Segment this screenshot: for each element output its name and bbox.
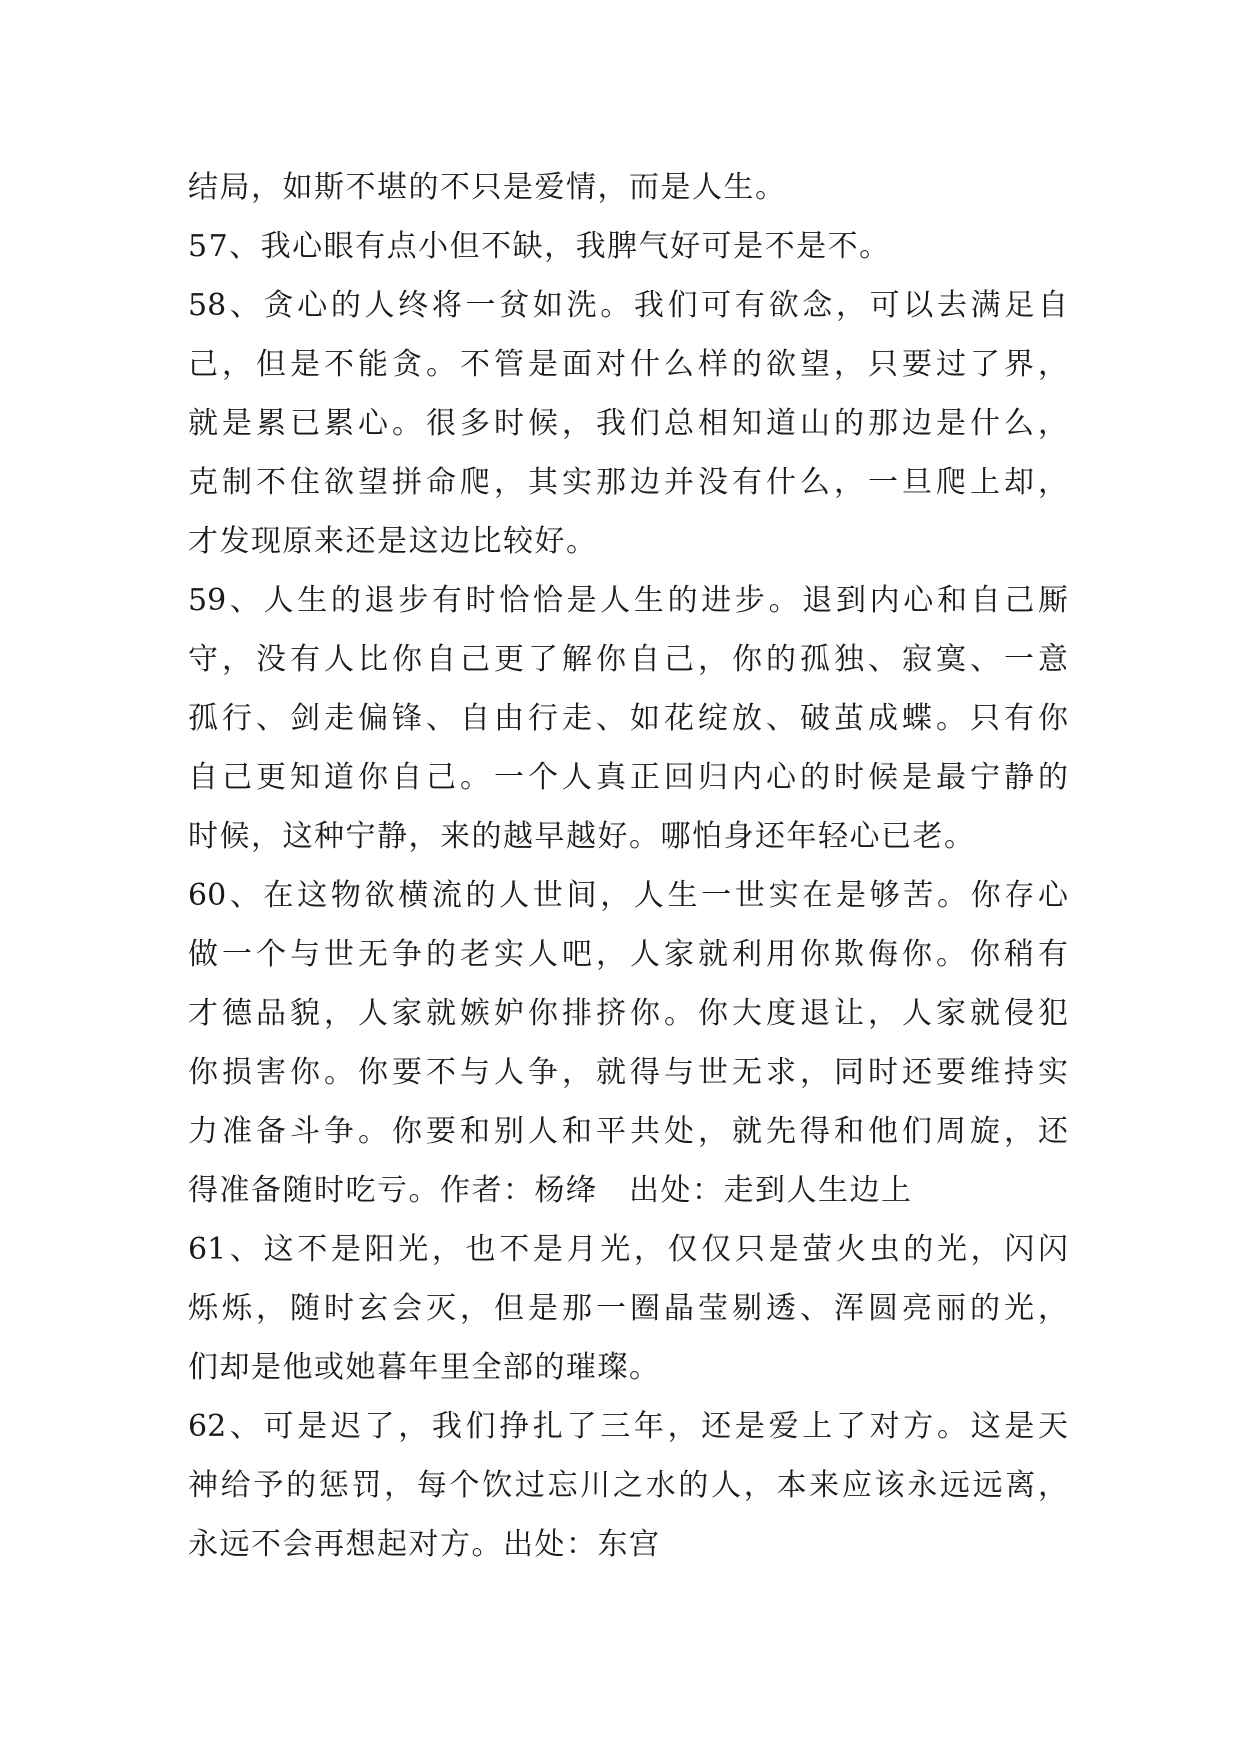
text-line: 自己更知道你自己。一个人真正回归内心的时候是最宁静的	[188, 760, 1068, 795]
text-line: 做一个与世无争的老实人吧，人家就利用你欺侮你。你稍有	[188, 937, 1068, 972]
text-line: 你损害你。你要不与人争，就得与世无求，同时还要维持实	[188, 1055, 1068, 1090]
text-line: 才发现原来还是这边比较好。	[188, 524, 598, 559]
text-line: 62、可是迟了，我们挣扎了三年，还是爱上了对方。这是天	[188, 1409, 1068, 1444]
text-line: 60、在这物欲横流的人世间，人生一世实在是够苦。你存心	[188, 878, 1068, 913]
text-line: 59、人生的退步有时恰恰是人生的进步。退到内心和自己厮	[188, 583, 1068, 618]
text-line: 烁烁，随时玄会灭，但是那一圈晶莹剔透、浑圆亮丽的光，	[188, 1291, 1068, 1326]
text-line: 们却是他或她暮年里全部的璀璨。	[188, 1350, 661, 1385]
body-text	[188, 158, 1068, 1574]
text-line: 得准备随时吃亏。作者：杨绛 出处：走到人生边上	[188, 1173, 913, 1208]
text-line: 永远不会再想起对方。出处：东宫	[188, 1527, 661, 1562]
text-line: 时候，这种宁静，来的越早越好。哪怕身还年轻心已老。	[188, 819, 976, 854]
text-line: 58、贪心的人终将一贫如洗。我们可有欲念，可以去满足自	[188, 288, 1068, 323]
text-line: 神给予的惩罚，每个饮过忘川之水的人，本来应该永远远离，	[188, 1468, 1068, 1503]
text-line: 克制不住欲望拼命爬，其实那边并没有什么，一旦爬上却，	[188, 465, 1068, 500]
text-line: 孤行、剑走偏锋、自由行走、如花绽放、破茧成蝶。只有你	[188, 701, 1068, 736]
text-line: 61、这不是阳光，也不是月光，仅仅只是萤火虫的光，闪闪	[188, 1232, 1068, 1267]
text-line: 力准备斗争。你要和别人和平共处，就先得和他们周旋，还	[188, 1114, 1068, 1149]
text-line: 才德品貌，人家就嫉妒你排挤你。你大度退让，人家就侵犯	[188, 996, 1068, 1031]
text-line: 己，但是不能贪。不管是面对什么样的欲望，只要过了界，	[188, 347, 1068, 382]
text-line: 结局，如斯不堪的不只是爱情，而是人生。	[188, 170, 787, 205]
text-line: 守，没有人比你自己更了解你自己，你的孤独、寂寞、一意	[188, 642, 1068, 677]
text-line: 就是累已累心。很多时候，我们总相知道山的那边是什么，	[188, 406, 1068, 441]
text-line: 57、我心眼有点小但不缺，我脾气好可是不是不。	[188, 229, 891, 264]
